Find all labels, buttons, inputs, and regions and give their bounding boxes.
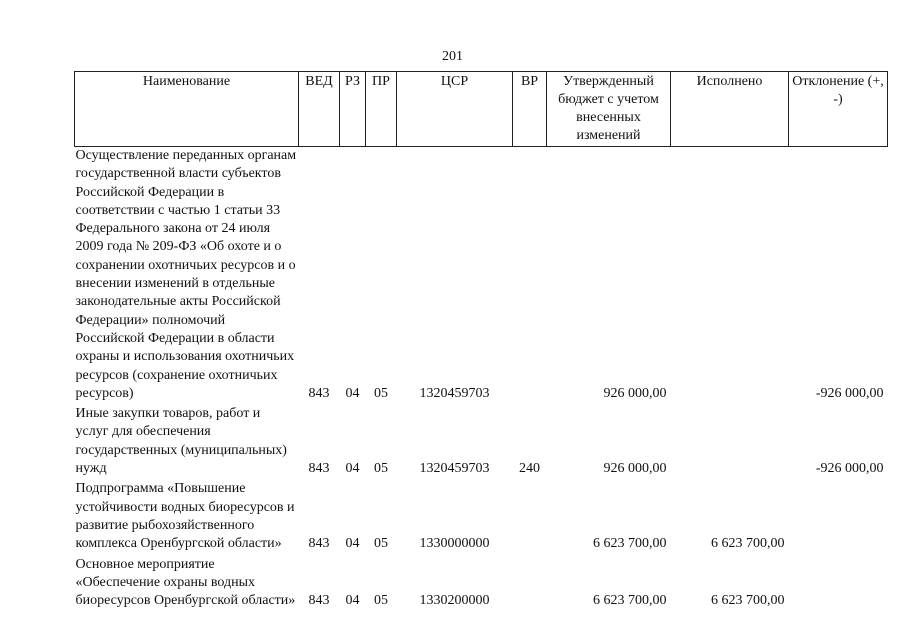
row-ved: 843 (308, 536, 330, 552)
row-ved: 843 (308, 593, 330, 609)
header-rz: РЗ (340, 72, 366, 147)
row-name: Основное мероприятие «Обеспечение охраны водных биоресурсов Оренбургской области» (75, 556, 296, 609)
budget-table (74, 71, 888, 612)
row-csr: 1320459703 (419, 461, 490, 477)
row-budget: 926 000,00 (603, 385, 667, 401)
row-ved: 843 (308, 461, 330, 477)
table-row (75, 556, 888, 613)
page-number: 201 (442, 49, 463, 64)
header-deviation: Отклонение (+, -) (789, 72, 888, 147)
row-name: Осуществление переданных органам государственной власти субъектов Российской Федерации в соответствии с частью 1 статьи 33 Федерального закона от 24 июля 2009 года № 209-ФЗ «Об охоте и о сохранении охотничьих ресурсов и о внесении изменений в отдельные законодательные акты Российской Федерации» полномочий Российской Федерации в области охраны и использования охотничьих ресурсов (сохранение охотничьих ресурсов) (75, 148, 297, 401)
row-deviation: -926 000,00 (815, 461, 884, 477)
row-vr (513, 480, 547, 555)
row-csr: 1320459703 (419, 385, 490, 401)
row-budget: 6 623 700,00 (593, 593, 667, 609)
table-row (75, 147, 888, 406)
header-name: Наименование (75, 72, 299, 147)
header-ved: ВЕД (299, 72, 340, 147)
row-rz: 04 (345, 593, 360, 609)
row-executed (671, 147, 789, 406)
header-pr: ПР (366, 72, 397, 147)
row-name: Иные закупки товаров, работ и услуг для обеспечения государственных (муниципальных) нужд (75, 406, 287, 477)
table-row (75, 480, 888, 555)
row-pr: 05 (374, 385, 388, 401)
row-executed: 6 623 700,00 (711, 536, 785, 552)
row-deviation (789, 556, 888, 613)
row-deviation (789, 480, 888, 555)
row-rz: 04 (345, 461, 360, 477)
row-vr: 240 (519, 461, 540, 477)
row-pr: 05 (374, 593, 388, 609)
row-pr: 05 (374, 536, 388, 552)
row-ved: 843 (308, 385, 330, 401)
row-budget: 926 000,00 (603, 461, 667, 477)
row-rz: 04 (345, 536, 360, 552)
row-executed (671, 405, 789, 480)
row-rz: 04 (345, 385, 360, 401)
table-header-row (75, 72, 888, 147)
row-csr: 1330000000 (419, 536, 490, 552)
row-executed: 6 623 700,00 (711, 593, 785, 609)
header-csr: ЦСР (397, 72, 513, 147)
header-executed: Исполнено (671, 72, 789, 147)
header-budget: Утвержденный бюджет с учетом внесенных изменений (547, 72, 671, 147)
table-row (75, 405, 888, 480)
header-vr: ВР (513, 72, 547, 147)
row-vr (513, 556, 547, 613)
row-vr (513, 147, 547, 406)
row-budget: 6 623 700,00 (593, 536, 667, 552)
row-pr: 05 (374, 461, 388, 477)
row-name: Подпрограмма «Повышение устойчивости водных биоресурсов и развитие рыбохозяйственного комплекса Оренбургской области» (75, 481, 295, 552)
row-deviation: -926 000,00 (815, 385, 884, 401)
row-csr: 1330200000 (419, 593, 490, 609)
